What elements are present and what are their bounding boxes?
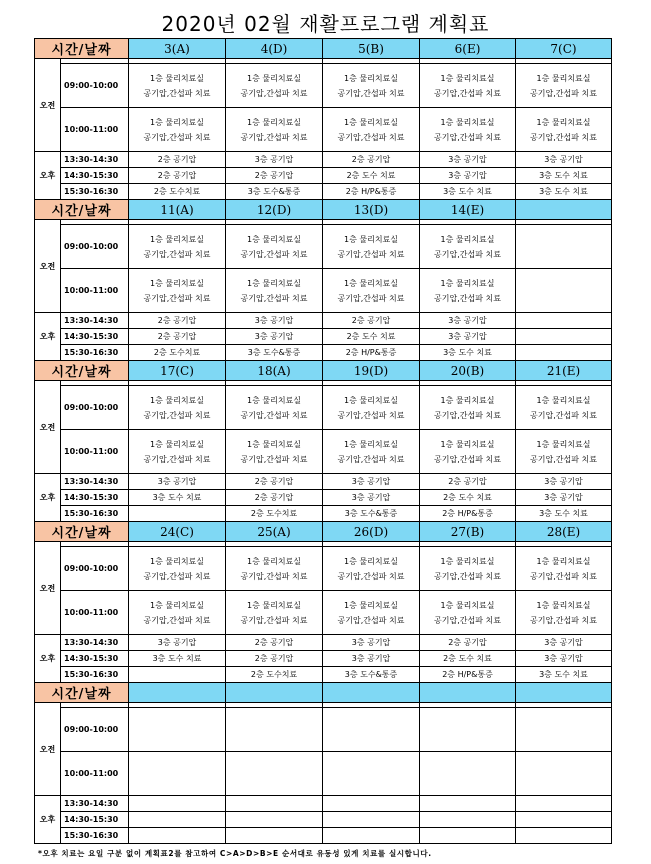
session-treatment: 공기압,간섭파 치료 <box>240 571 308 581</box>
date-cell: 5(B) <box>323 39 420 59</box>
header-label: 시간/날짜 <box>35 200 129 220</box>
pm-row <box>35 152 612 168</box>
session-treatment: 공기압,간섭파 치료 <box>337 249 405 259</box>
pm-row <box>35 474 612 490</box>
session-treatment: 공기압,간섭파 치료 <box>337 132 405 142</box>
am-session-cell <box>420 225 516 269</box>
am-session-cell <box>420 708 516 752</box>
pm-session-cell: 2층 공기압 <box>129 168 226 184</box>
pm-session-cell <box>129 828 226 844</box>
session-location: 1층 물리치료실 <box>247 600 302 610</box>
am-session-cell <box>226 752 323 796</box>
session-treatment: 공기압,간섭파 치료 <box>143 454 211 464</box>
am-session-cell <box>129 547 226 591</box>
time-label: 09:00-10:00 <box>61 386 129 430</box>
session-location: 1층 물리치료실 <box>344 73 399 83</box>
session-treatment: 공기압,간섭파 치료 <box>240 454 308 464</box>
time-label: 13:30-14:30 <box>61 152 129 168</box>
pm-period-label: 오후 <box>35 796 61 844</box>
pm-session-cell: 2층 도수 치료 <box>323 329 420 345</box>
pm-session-cell <box>129 812 226 828</box>
pm-row <box>35 828 612 844</box>
session-location: 1층 물리치료실 <box>150 278 205 288</box>
session-location: 1층 물리치료실 <box>536 117 591 127</box>
pm-session-cell <box>129 796 226 812</box>
pm-session-cell: 3층 공기압 <box>420 313 516 329</box>
session-location: 1층 물리치료실 <box>247 73 302 83</box>
time-label: 14:30-15:30 <box>61 329 129 345</box>
pm-row <box>35 345 612 361</box>
pm-session-cell: 3층 도수 치료 <box>420 345 516 361</box>
pm-session-cell: 2층 도수치료 <box>226 506 323 522</box>
am-session-cell <box>129 225 226 269</box>
pm-session-cell: 3층 도수&통증 <box>226 345 323 361</box>
pm-session-cell: 3층 공기압 <box>129 474 226 490</box>
pm-row <box>35 490 612 506</box>
pm-session-cell: 3층 공기압 <box>516 490 612 506</box>
time-label: 13:30-14:30 <box>61 796 129 812</box>
am-session-cell <box>129 430 226 474</box>
am-session-cell <box>420 430 516 474</box>
pm-session-cell: 3층 공기압 <box>323 651 420 667</box>
session-location: 1층 물리치료실 <box>247 439 302 449</box>
session-location: 1층 물리치료실 <box>344 439 399 449</box>
pm-session-cell: 3층 공기압 <box>516 474 612 490</box>
date-cell: 14(E) <box>420 200 516 220</box>
pm-period-label: 오후 <box>35 152 61 200</box>
am-session-cell <box>420 547 516 591</box>
am-row <box>35 752 612 796</box>
session-location: 1층 물리치료실 <box>440 278 495 288</box>
pm-session-cell: 3층 도수 치료 <box>516 667 612 683</box>
pm-session-cell: 3층 공기압 <box>420 152 516 168</box>
pm-session-cell: 2층 공기압 <box>226 474 323 490</box>
am-session-cell <box>420 752 516 796</box>
am-session-cell <box>129 708 226 752</box>
pm-session-cell <box>420 812 516 828</box>
pm-row <box>35 667 612 683</box>
time-label: 13:30-14:30 <box>61 635 129 651</box>
time-label: 09:00-10:00 <box>61 64 129 108</box>
am-session-cell <box>129 64 226 108</box>
am-row <box>35 708 612 752</box>
header-label: 시간/날짜 <box>35 522 129 542</box>
session-treatment: 공기압,간섭파 치료 <box>434 132 501 142</box>
time-label: 09:00-10:00 <box>61 547 129 591</box>
am-period-label: 오전 <box>35 220 61 313</box>
pm-session-cell: 3층 도수&통증 <box>226 184 323 200</box>
pm-period-label: 오후 <box>35 474 61 522</box>
week-header-row <box>35 200 612 220</box>
pm-session-cell: 2층 H/P&통증 <box>420 667 516 683</box>
pm-session-cell: 3층 도수 치료 <box>516 506 612 522</box>
session-location: 1층 물리치료실 <box>344 600 399 610</box>
am-session-cell <box>516 591 612 635</box>
session-treatment: 공기압,간섭파 치료 <box>434 249 501 259</box>
session-treatment: 공기압,간섭파 치료 <box>143 293 211 303</box>
time-label: 14:30-15:30 <box>61 651 129 667</box>
date-cell: 19(D) <box>323 361 420 381</box>
date-cell: 12(D) <box>226 200 323 220</box>
session-location: 1층 물리치료실 <box>440 600 495 610</box>
session-location: 1층 물리치료실 <box>344 117 399 127</box>
pm-session-cell: 2층 공기압 <box>129 313 226 329</box>
session-location: 1층 물리치료실 <box>440 234 495 244</box>
date-cell <box>516 200 612 220</box>
am-session-cell <box>516 708 612 752</box>
session-treatment: 공기압,간섭파 치료 <box>530 571 597 581</box>
session-treatment: 공기압,간섭파 치료 <box>434 410 501 420</box>
session-treatment: 공기압,간섭파 치료 <box>337 293 405 303</box>
pm-session-cell: 2층 공기압 <box>226 651 323 667</box>
time-label: 14:30-15:30 <box>61 812 129 828</box>
week-header-row <box>35 683 612 703</box>
pm-session-cell: 2층 공기압 <box>226 168 323 184</box>
week-header-row <box>35 361 612 381</box>
session-location: 1층 물리치료실 <box>440 556 495 566</box>
time-label: 09:00-10:00 <box>61 225 129 269</box>
am-row <box>35 269 612 313</box>
pm-session-cell <box>516 828 612 844</box>
session-treatment: 공기압,간섭파 치료 <box>143 571 211 581</box>
pm-session-cell <box>226 796 323 812</box>
pm-session-cell: 3층 공기압 <box>420 168 516 184</box>
pm-session-cell: 2층 공기압 <box>420 635 516 651</box>
pm-session-cell <box>226 812 323 828</box>
header-label: 시간/날짜 <box>35 39 129 59</box>
pm-session-cell: 2층 공기압 <box>129 152 226 168</box>
session-location: 1층 물리치료실 <box>247 234 302 244</box>
session-treatment: 공기압,간섭파 치료 <box>143 410 211 420</box>
am-session-cell <box>226 108 323 152</box>
pm-row <box>35 651 612 667</box>
date-cell <box>516 683 612 703</box>
session-location: 1층 물리치료실 <box>536 556 591 566</box>
pm-session-cell <box>516 812 612 828</box>
session-location: 1층 물리치료실 <box>150 556 205 566</box>
session-treatment: 공기압,간섭파 치료 <box>434 615 501 625</box>
session-treatment: 공기압,간섭파 치료 <box>434 88 501 98</box>
date-cell: 17(C) <box>129 361 226 381</box>
session-location: 1층 물리치료실 <box>247 278 302 288</box>
pm-session-cell <box>516 329 612 345</box>
session-location: 1층 물리치료실 <box>344 234 399 244</box>
am-session-cell <box>516 225 612 269</box>
am-session-cell <box>420 108 516 152</box>
am-session-cell <box>323 64 420 108</box>
am-session-cell <box>226 64 323 108</box>
pm-session-cell: 3층 도수 치료 <box>516 184 612 200</box>
session-treatment: 공기압,간섭파 치료 <box>143 615 211 625</box>
pm-session-cell: 2층 도수치료 <box>129 184 226 200</box>
am-row <box>35 225 612 269</box>
session-location: 1층 물리치료실 <box>247 395 302 405</box>
pm-session-cell: 2층 공기압 <box>323 152 420 168</box>
am-session-cell <box>129 269 226 313</box>
am-session-cell <box>516 752 612 796</box>
am-session-cell <box>129 108 226 152</box>
am-session-cell <box>226 269 323 313</box>
session-location: 1층 물리치료실 <box>536 600 591 610</box>
am-session-cell <box>226 547 323 591</box>
session-location: 1층 물리치료실 <box>440 395 495 405</box>
pm-session-cell: 3층 공기압 <box>129 635 226 651</box>
pm-session-cell <box>420 828 516 844</box>
pm-session-cell: 3층 공기압 <box>226 329 323 345</box>
pm-session-cell <box>129 506 226 522</box>
am-session-cell <box>323 430 420 474</box>
session-location: 1층 물리치료실 <box>150 395 205 405</box>
pm-period-label: 오후 <box>35 313 61 361</box>
am-session-cell <box>129 591 226 635</box>
date-cell: 7(C) <box>516 39 612 59</box>
date-cell: 13(D) <box>323 200 420 220</box>
session-location: 1층 물리치료실 <box>150 600 205 610</box>
pm-session-cell: 3층 공기압 <box>516 635 612 651</box>
am-period-label: 오전 <box>35 703 61 796</box>
session-location: 1층 물리치료실 <box>440 439 495 449</box>
pm-session-cell: 2층 도수 치료 <box>420 490 516 506</box>
pm-session-cell: 3층 도수&통증 <box>323 506 420 522</box>
pm-session-cell: 2층 공기압 <box>323 313 420 329</box>
am-session-cell <box>226 591 323 635</box>
date-cell <box>129 683 226 703</box>
session-location: 1층 물리치료실 <box>536 395 591 405</box>
date-cell <box>226 683 323 703</box>
pm-session-cell: 3층 공기압 <box>420 329 516 345</box>
time-label: 09:00-10:00 <box>61 708 129 752</box>
time-label: 15:30-16:30 <box>61 506 129 522</box>
am-session-cell <box>323 225 420 269</box>
am-row <box>35 64 612 108</box>
am-session-cell <box>420 64 516 108</box>
am-session-cell <box>323 708 420 752</box>
am-row <box>35 547 612 591</box>
time-label: 10:00-11:00 <box>61 591 129 635</box>
week-header-row <box>35 522 612 542</box>
pm-session-cell: 2층 H/P&통증 <box>323 184 420 200</box>
am-session-cell <box>516 108 612 152</box>
pm-session-cell: 2층 도수 치료 <box>323 168 420 184</box>
session-treatment: 공기압,간섭파 치료 <box>434 571 501 581</box>
session-treatment: 공기압,간섭파 치료 <box>240 615 308 625</box>
time-label: 13:30-14:30 <box>61 474 129 490</box>
am-session-cell <box>226 225 323 269</box>
session-location: 1층 물리치료실 <box>344 556 399 566</box>
time-label: 15:30-16:30 <box>61 184 129 200</box>
date-cell: 21(E) <box>516 361 612 381</box>
am-session-cell <box>226 430 323 474</box>
session-treatment: 공기압,간섭파 치료 <box>143 88 211 98</box>
pm-session-cell: 2층 H/P&통증 <box>323 345 420 361</box>
session-treatment: 공기압,간섭파 치료 <box>240 249 308 259</box>
am-session-cell <box>516 430 612 474</box>
session-treatment: 공기압,간섭파 치료 <box>337 454 405 464</box>
pm-session-cell <box>323 796 420 812</box>
pm-session-cell: 3층 도수&통증 <box>323 667 420 683</box>
pm-session-cell: 2층 도수치료 <box>129 345 226 361</box>
pm-session-cell: 2층 공기압 <box>226 490 323 506</box>
pm-row <box>35 796 612 812</box>
am-period-label: 오전 <box>35 381 61 474</box>
pm-session-cell: 2층 H/P&통증 <box>420 506 516 522</box>
date-cell: 24(C) <box>129 522 226 542</box>
pm-session-cell <box>323 828 420 844</box>
pm-session-cell: 3층 공기압 <box>323 490 420 506</box>
am-session-cell <box>516 547 612 591</box>
session-treatment: 공기압,간섭파 치료 <box>337 410 405 420</box>
time-label: 13:30-14:30 <box>61 313 129 329</box>
session-treatment: 공기압,간섭파 치료 <box>434 293 501 303</box>
session-treatment: 공기압,간섭파 치료 <box>240 410 308 420</box>
time-label: 10:00-11:00 <box>61 108 129 152</box>
am-row <box>35 386 612 430</box>
session-treatment: 공기압,간섭파 치료 <box>530 88 597 98</box>
date-cell: 11(A) <box>129 200 226 220</box>
date-cell: 27(B) <box>420 522 516 542</box>
time-label: 14:30-15:30 <box>61 168 129 184</box>
date-cell: 26(D) <box>323 522 420 542</box>
pm-session-cell: 3층 도수 치료 <box>129 651 226 667</box>
session-treatment: 공기압,간섭파 치료 <box>434 454 501 464</box>
pm-row <box>35 184 612 200</box>
page-title: 2020년 02월 재활프로그램 계획표 <box>161 12 490 36</box>
session-location: 1층 물리치료실 <box>247 117 302 127</box>
time-label: 10:00-11:00 <box>61 430 129 474</box>
session-location: 1층 물리치료실 <box>536 439 591 449</box>
am-session-cell <box>323 386 420 430</box>
am-row <box>35 108 612 152</box>
am-row <box>35 430 612 474</box>
am-session-cell <box>516 269 612 313</box>
date-cell: 3(A) <box>129 39 226 59</box>
time-label: 15:30-16:30 <box>61 828 129 844</box>
am-session-cell <box>516 64 612 108</box>
pm-session-cell: 2층 도수 치료 <box>420 651 516 667</box>
pm-session-cell: 2층 공기압 <box>129 329 226 345</box>
footnote: *오후 치료는 요일 구분 없이 계획표2를 참고하여 C>A>D>B>E 순서대로 유동성 있게 치료를 실시합니다. <box>38 849 432 858</box>
session-location: 1층 물리치료실 <box>344 395 399 405</box>
session-location: 1층 물리치료실 <box>440 117 495 127</box>
pm-session-cell <box>420 796 516 812</box>
pm-session-cell <box>516 796 612 812</box>
date-cell: 6(E) <box>420 39 516 59</box>
pm-session-cell <box>516 345 612 361</box>
pm-row <box>35 168 612 184</box>
date-cell: 4(D) <box>226 39 323 59</box>
pm-row <box>35 313 612 329</box>
session-treatment: 공기압,간섭파 치료 <box>530 410 597 420</box>
am-session-cell <box>226 386 323 430</box>
am-session-cell <box>323 547 420 591</box>
pm-row <box>35 635 612 651</box>
session-treatment: 공기압,간섭파 치료 <box>240 293 308 303</box>
am-period-label: 오전 <box>35 59 61 152</box>
pm-session-cell: 3층 도수 치료 <box>420 184 516 200</box>
time-label: 14:30-15:30 <box>61 490 129 506</box>
pm-session-cell <box>516 313 612 329</box>
session-treatment: 공기압,간섭파 치료 <box>337 615 405 625</box>
session-treatment: 공기압,간섭파 치료 <box>337 571 405 581</box>
session-treatment: 공기압,간섭파 치료 <box>530 454 597 464</box>
session-location: 1층 물리치료실 <box>150 234 205 244</box>
time-label: 10:00-11:00 <box>61 269 129 313</box>
date-cell: 28(E) <box>516 522 612 542</box>
pm-row <box>35 812 612 828</box>
session-treatment: 공기압,간섭파 치료 <box>240 88 308 98</box>
pm-session-cell: 3층 공기압 <box>516 152 612 168</box>
am-session-cell <box>129 752 226 796</box>
pm-session-cell: 3층 공기압 <box>226 313 323 329</box>
am-session-cell <box>516 386 612 430</box>
session-location: 1층 물리치료실 <box>440 73 495 83</box>
am-row <box>35 591 612 635</box>
am-session-cell <box>226 708 323 752</box>
date-cell: 20(B) <box>420 361 516 381</box>
pm-session-cell: 3층 도수 치료 <box>516 168 612 184</box>
date-cell <box>323 683 420 703</box>
session-location: 1층 물리치료실 <box>150 439 205 449</box>
date-cell: 18(A) <box>226 361 323 381</box>
date-cell <box>420 683 516 703</box>
session-treatment: 공기압,간섭파 치료 <box>530 132 597 142</box>
session-location: 1층 물리치료실 <box>247 556 302 566</box>
am-session-cell <box>129 386 226 430</box>
pm-session-cell: 2층 공기압 <box>226 635 323 651</box>
pm-session-cell: 3층 공기압 <box>323 474 420 490</box>
session-location: 1층 물리치료실 <box>150 73 205 83</box>
am-session-cell <box>323 269 420 313</box>
session-location: 1층 물리치료실 <box>536 73 591 83</box>
session-treatment: 공기압,간섭파 치료 <box>143 249 211 259</box>
pm-session-cell: 2층 도수치료 <box>226 667 323 683</box>
am-session-cell <box>420 591 516 635</box>
session-treatment: 공기압,간섭파 치료 <box>143 132 211 142</box>
am-period-label: 오전 <box>35 542 61 635</box>
session-location: 1층 물리치료실 <box>344 278 399 288</box>
time-label: 15:30-16:30 <box>61 667 129 683</box>
time-label: 15:30-16:30 <box>61 345 129 361</box>
schedule-table <box>34 38 612 844</box>
pm-row <box>35 506 612 522</box>
pm-session-cell <box>129 667 226 683</box>
header-label: 시간/날짜 <box>35 361 129 381</box>
header-label: 시간/날짜 <box>35 683 129 703</box>
am-session-cell <box>420 386 516 430</box>
pm-session-cell: 2층 공기압 <box>420 474 516 490</box>
am-session-cell <box>420 269 516 313</box>
session-treatment: 공기압,간섭파 치료 <box>240 132 308 142</box>
pm-row <box>35 329 612 345</box>
pm-session-cell: 3층 공기압 <box>516 651 612 667</box>
session-location: 1층 물리치료실 <box>150 117 205 127</box>
pm-session-cell: 3층 공기압 <box>323 635 420 651</box>
pm-session-cell: 3층 공기압 <box>226 152 323 168</box>
session-treatment: 공기압,간섭파 치료 <box>530 615 597 625</box>
week-header-row <box>35 39 612 59</box>
pm-session-cell: 3층 도수 치료 <box>129 490 226 506</box>
session-treatment: 공기압,간섭파 치료 <box>337 88 405 98</box>
am-session-cell <box>323 752 420 796</box>
am-session-cell <box>323 108 420 152</box>
pm-session-cell <box>323 812 420 828</box>
pm-period-label: 오후 <box>35 635 61 683</box>
date-cell: 25(A) <box>226 522 323 542</box>
am-session-cell <box>323 591 420 635</box>
pm-session-cell <box>226 828 323 844</box>
time-label: 10:00-11:00 <box>61 752 129 796</box>
